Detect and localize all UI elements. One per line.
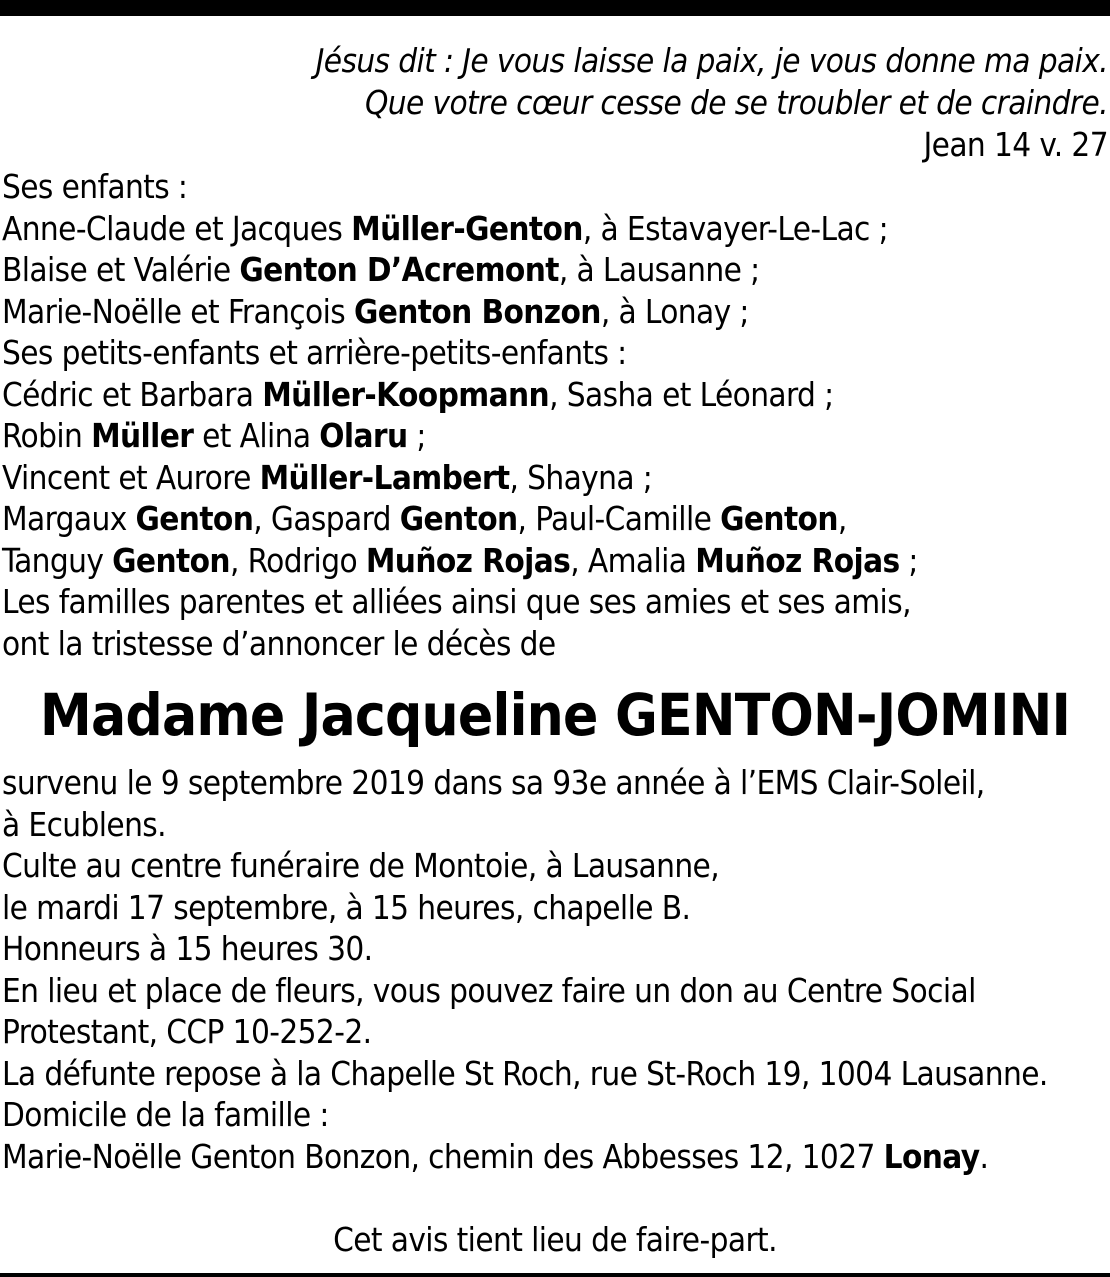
grandchild-text: , xyxy=(837,499,847,538)
grandchild-surname: Muñoz Rojas xyxy=(695,540,900,580)
domicile-text: . xyxy=(979,1136,989,1176)
grandchild-text: , Shayna ; xyxy=(509,457,653,497)
detail-line: Honneurs à 15 heures 30. xyxy=(2,929,373,968)
grandchild-surname: Genton xyxy=(399,499,518,538)
domicile-line xyxy=(2,1136,1108,1178)
closing-note: Cet avis tient lieu de faire-part. xyxy=(333,1219,777,1259)
children-heading: Ses enfants : xyxy=(2,167,188,206)
quote-line-1: Jésus dit : Je vous laisse la paix, je vous donne ma paix. xyxy=(315,41,1108,80)
grandchild-surname: Müller xyxy=(91,416,194,455)
grandchild-text: Vincent et Aurore xyxy=(2,457,260,497)
grandchild-line xyxy=(2,415,1108,457)
top-rule xyxy=(0,0,1110,16)
child-line xyxy=(2,208,1108,250)
grandchild-surname: Olaru xyxy=(319,416,408,455)
grandchild-text: Robin xyxy=(2,416,92,455)
domicile-text: Marie-Noëlle Genton Bonzon, chemin des Abbesses 12, 1027 xyxy=(2,1136,884,1176)
detail-line: En lieu et place de fleurs, vous pouvez faire un don au Centre Social xyxy=(2,970,976,1010)
announce-line: ont la tristesse d’annoncer le décès de xyxy=(2,623,556,663)
grandchild-surname: Genton xyxy=(112,540,230,580)
grandchild-line xyxy=(2,540,1108,582)
child-line xyxy=(2,291,1108,333)
grandchild-text: , Paul-Camille xyxy=(517,499,721,538)
child-line xyxy=(2,249,1108,291)
grandchild-surname: Müller-Koopmann xyxy=(262,374,550,414)
grandchild-text: et Alina xyxy=(193,416,320,455)
obituary-notice xyxy=(2,40,1108,1260)
detail-line: à Ecublens. xyxy=(2,804,167,844)
child-surname: Müller-Genton xyxy=(351,208,583,248)
grandchild-surname: Müller-Lambert xyxy=(259,457,510,497)
grandchild-text: , Amalia xyxy=(570,540,696,580)
quote-line-2: Que votre cœur cesse de se troubler et de craindre. xyxy=(365,83,1108,122)
detail-line: Domicile de la famille : xyxy=(2,1095,329,1134)
relatives-line: Les familles parentes et alliées ainsi que ses amies et ses amis, xyxy=(2,582,911,621)
detail-line: le mardi 17 septembre, à 15 heures, chapelle B. xyxy=(2,887,691,927)
spacer xyxy=(2,1177,1108,1219)
detail-line: Protestant, CCP 10-252-2. xyxy=(2,1012,372,1051)
grandchild-text: Cédric et Barbara xyxy=(2,374,263,414)
domicile-town: Lonay xyxy=(883,1136,980,1176)
grandchild-line xyxy=(2,498,1108,540)
grandchild-line xyxy=(2,374,1108,416)
child-text: , à Lausanne ; xyxy=(558,250,760,289)
grandchild-surname: Genton xyxy=(720,499,838,538)
child-surname: Genton Bonzon xyxy=(353,291,601,331)
child-text: Blaise et Valérie xyxy=(2,250,240,289)
grandchild-text: ; xyxy=(899,540,918,580)
detail-line: survenu le 9 septembre 2019 dans sa 93e année à l’EMS Clair-Soleil, xyxy=(2,763,985,802)
grandchild-surname: Muñoz Rojas xyxy=(365,540,571,580)
grandchild-surname: Genton xyxy=(135,499,254,538)
bible-quote xyxy=(2,40,1108,124)
grandchild-text: , Sasha et Léonard ; xyxy=(549,374,834,414)
quote-reference: Jean 14 v. 27 xyxy=(923,125,1108,164)
child-text: Marie-Noëlle et François xyxy=(2,291,354,331)
grandchild-text: ; xyxy=(407,416,426,455)
grandchild-text: Tanguy xyxy=(2,540,113,580)
bottom-rule xyxy=(0,1273,1110,1277)
child-surname: Genton D’Acremont xyxy=(239,250,559,289)
deceased-name: Madame Jacqueline GENTON-JOMINI xyxy=(39,681,1071,749)
grandchild-text: , Gaspard xyxy=(253,499,400,538)
grandchildren-heading: Ses petits-enfants et arrière-petits-enfants : xyxy=(2,333,627,372)
grandchild-text: Margaux xyxy=(2,499,136,538)
grandchild-line xyxy=(2,457,1108,499)
grandchild-text: , Rodrigo xyxy=(229,540,366,580)
detail-line: Culte au centre funéraire de Montoie, à Lausanne, xyxy=(2,846,720,885)
child-text: , à Estavayer-Le-Lac ; xyxy=(582,208,888,248)
child-text: , à Lonay ; xyxy=(600,291,749,331)
detail-line: La défunte repose à la Chapelle St Roch, rue St-Roch 19, 1004 Lausanne. xyxy=(2,1053,1048,1093)
child-text: Anne-Claude et Jacques xyxy=(2,208,352,248)
